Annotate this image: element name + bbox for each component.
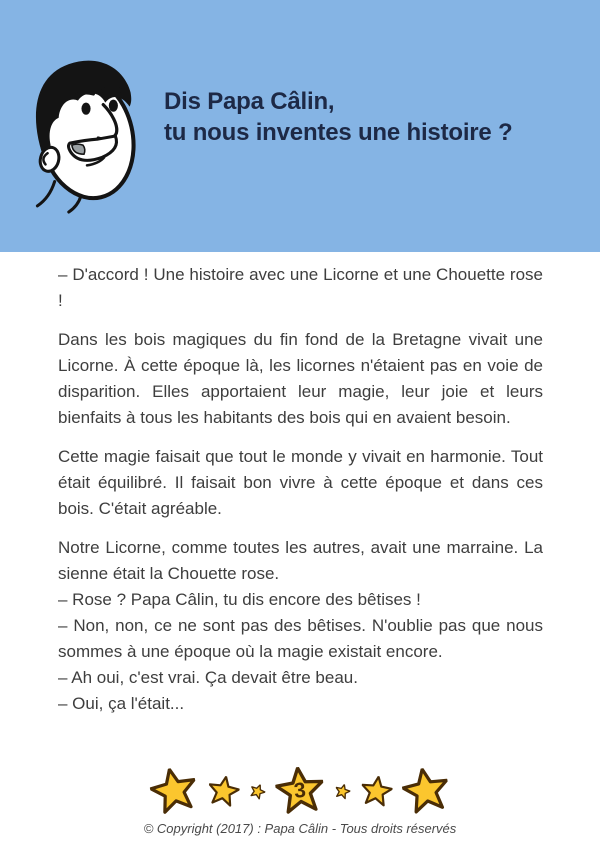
page-number-star xyxy=(274,765,327,818)
page-title xyxy=(164,86,580,148)
story-paragraph: Dans les bois magiques du fin fond de la Bretagne vivait une Licorne. À cette époque là, les licornes n'étaient pas en voie de disparition. Elles apportaient leur magie, leur joie et leurs bienfaits à tous les habitants des bois qui en avaient besoin. xyxy=(58,330,543,427)
stars-row xyxy=(0,766,600,816)
page-footer xyxy=(0,766,600,851)
dialogue-line: – Ah oui, c'est vrai. Ça devait être beau. xyxy=(58,668,358,687)
star-icon xyxy=(248,781,268,801)
star-icon xyxy=(359,773,394,808)
page-number: 3 xyxy=(292,778,308,803)
papa-calin-face-illustration xyxy=(24,54,144,214)
star-icon xyxy=(399,764,452,817)
copyright-text: © Copyright (2017) : Papa Câlin - Tous droits réservés xyxy=(143,821,457,836)
page-title-line2: tu nous inventes une histoire ? xyxy=(164,119,513,146)
star-icon xyxy=(206,773,242,809)
star-icon xyxy=(333,782,351,800)
dialogue-line: – Oui, ça l'était... xyxy=(58,694,185,713)
page-header xyxy=(0,0,600,252)
story-paragraph: Notre Licorne, comme toutes les autres, avait une marraine. La sienne était la Chouette rose. xyxy=(58,538,543,583)
star-icon xyxy=(147,764,202,819)
story-paragraph: – D'accord ! Une histoire avec une Licorne et une Chouette rose ! xyxy=(58,265,543,310)
page-title-line1: Dis Papa Câlin, xyxy=(164,88,335,115)
story-text xyxy=(0,252,600,717)
dialogue-line: – Rose ? Papa Câlin, tu dis encore des bêtises ! xyxy=(58,590,421,609)
story-paragraph: Cette magie faisait que tout le monde y vivait en harmonie. Tout était équilibré. Il faisait bon vivre à cette époque et dans ces bois. C'était agréable. xyxy=(58,447,543,518)
dialogue-line: – Non, non, ce ne sont pas des bêtises. N'oublie pas que nous sommes à une époque où la magie existait encore. xyxy=(58,616,543,661)
